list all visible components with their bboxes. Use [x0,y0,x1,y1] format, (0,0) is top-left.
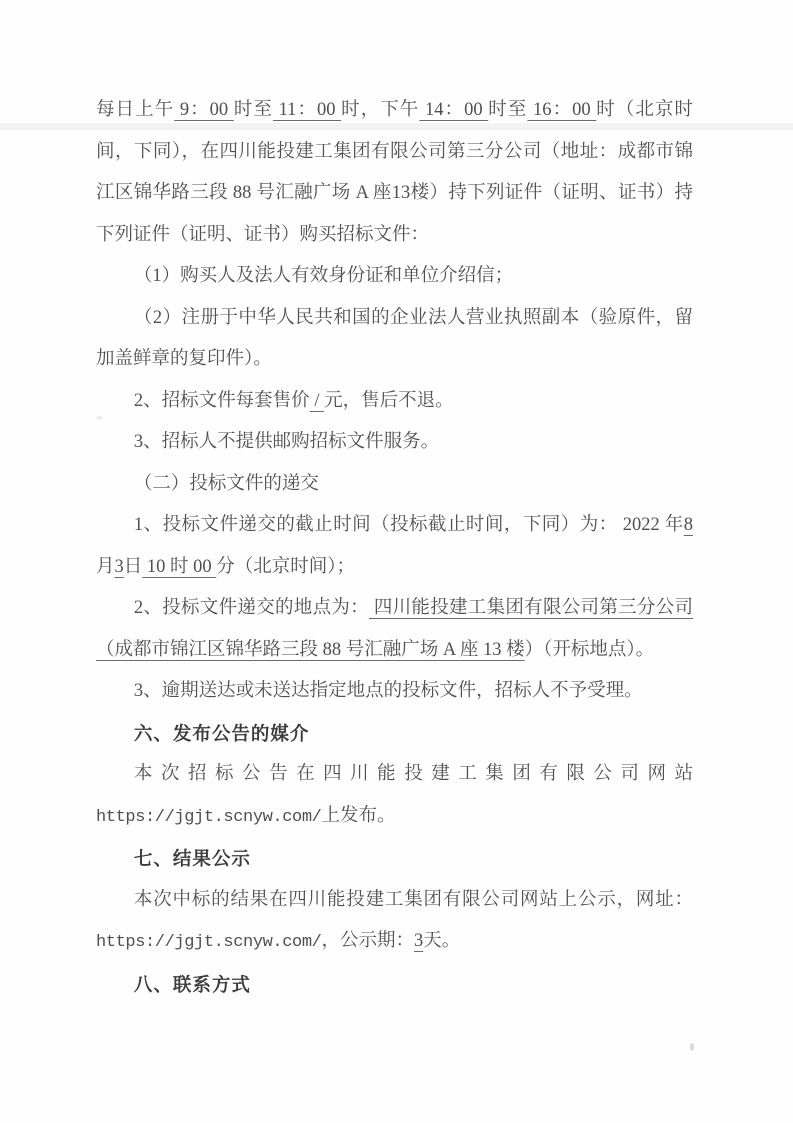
text-run: 分（北京时间）； [216,556,356,577]
text-run: ）（开标地点）。 [524,639,655,660]
text-run: ，公示期： [321,931,414,951]
underlined-fill-in-text: 3 [114,556,124,577]
underlined-fill-in-text: 9：00 [174,100,234,120]
text-run: 七、结果公示 [133,848,251,869]
paragraph [96,298,693,381]
text-run: 八、联系方式 [133,973,251,995]
text-run: 3、逾期送达或未送达指定地点的投标文件，招标人不予受理。 [133,681,643,701]
underlined-fill-in-text: / [309,390,325,411]
text-run: （2）注册于中华人民共和国的企业法人营业执照副本（验原件，留加盖鲜章的复印件）。 [96,307,693,369]
text-run: 上发布。 [321,805,396,826]
text-run: 每日上午 [96,100,175,120]
paragraph [96,381,693,423]
paragraph [96,505,693,588]
text-run: 本次中标的结果在四川能投建工集团有限公司网站上公示，网址： [133,889,693,910]
text-run: 本次招标公告在四川能投建工集团有限公司网站 [133,764,693,784]
paragraph [96,754,693,838]
paragraph [96,880,693,964]
text-run: （1）购买人及法人有效身份证和单位介绍信； [133,266,514,286]
paragraph [96,422,693,464]
url-text: https://jgjt.scnyw.com/ [96,807,322,827]
underlined-fill-in-text: 14：00 [419,100,489,120]
text-run: 六、发布公告的媒介 [133,722,310,744]
text-run: 2、招标文件每套售价 [133,390,310,411]
underlined-fill-in-text: 3 [413,931,424,951]
section-heading [96,838,693,880]
text-run: 月 [96,556,115,577]
section-heading [96,713,693,755]
text-run: 日 [123,556,143,577]
paragraph [96,90,693,256]
text-run: 时至 [233,100,273,120]
section-heading [96,964,693,1006]
text-run: 时（北京时间，下同），在四川能投建工集团有限公司第三分公司（地址：成都市锦江区锦华路三段 88 号汇融广场 A 座13楼）持下列证件（证明、证书）持下列证件（证明、证书）购买招标文件： [96,100,693,245]
scan-speck-artifact [690,1043,694,1051]
underlined-fill-in-text: 11：00 [272,100,342,120]
text-run: 时，下午 [341,100,420,120]
paragraph [96,464,693,506]
text-run: 元，售后不退。 [324,390,454,411]
paragraph [96,588,693,671]
text-run: 天。 [423,931,461,951]
text-run: 3、招标人不提供邮购招标文件服务。 [133,432,440,452]
paragraph [96,671,693,713]
underlined-fill-in-text: 四川能投建工集团有限公司第三分公司（成都市锦江区锦华路三段 88 号汇融广场 A 座 13 楼 [96,598,693,660]
text-run: 2、投标文件递交的地点为： [133,598,369,618]
text-run: 时至 [488,100,528,120]
url-text: https://jgjt.scnyw.com/ [96,933,322,952]
text-run: （二）投标文件的递交 [133,473,319,494]
scan-speck-artifact [96,416,103,420]
underlined-fill-in-text: 8 [683,515,693,535]
text-run: 1、投标文件递交的截止时间（投标截止时间，下同）为： 2022 年 [133,515,684,535]
underlined-fill-in-text: 10 时 00 [142,556,217,577]
paragraph [96,256,693,298]
underlined-fill-in-text: 16：00 [527,100,597,120]
document-body [96,90,693,1005]
